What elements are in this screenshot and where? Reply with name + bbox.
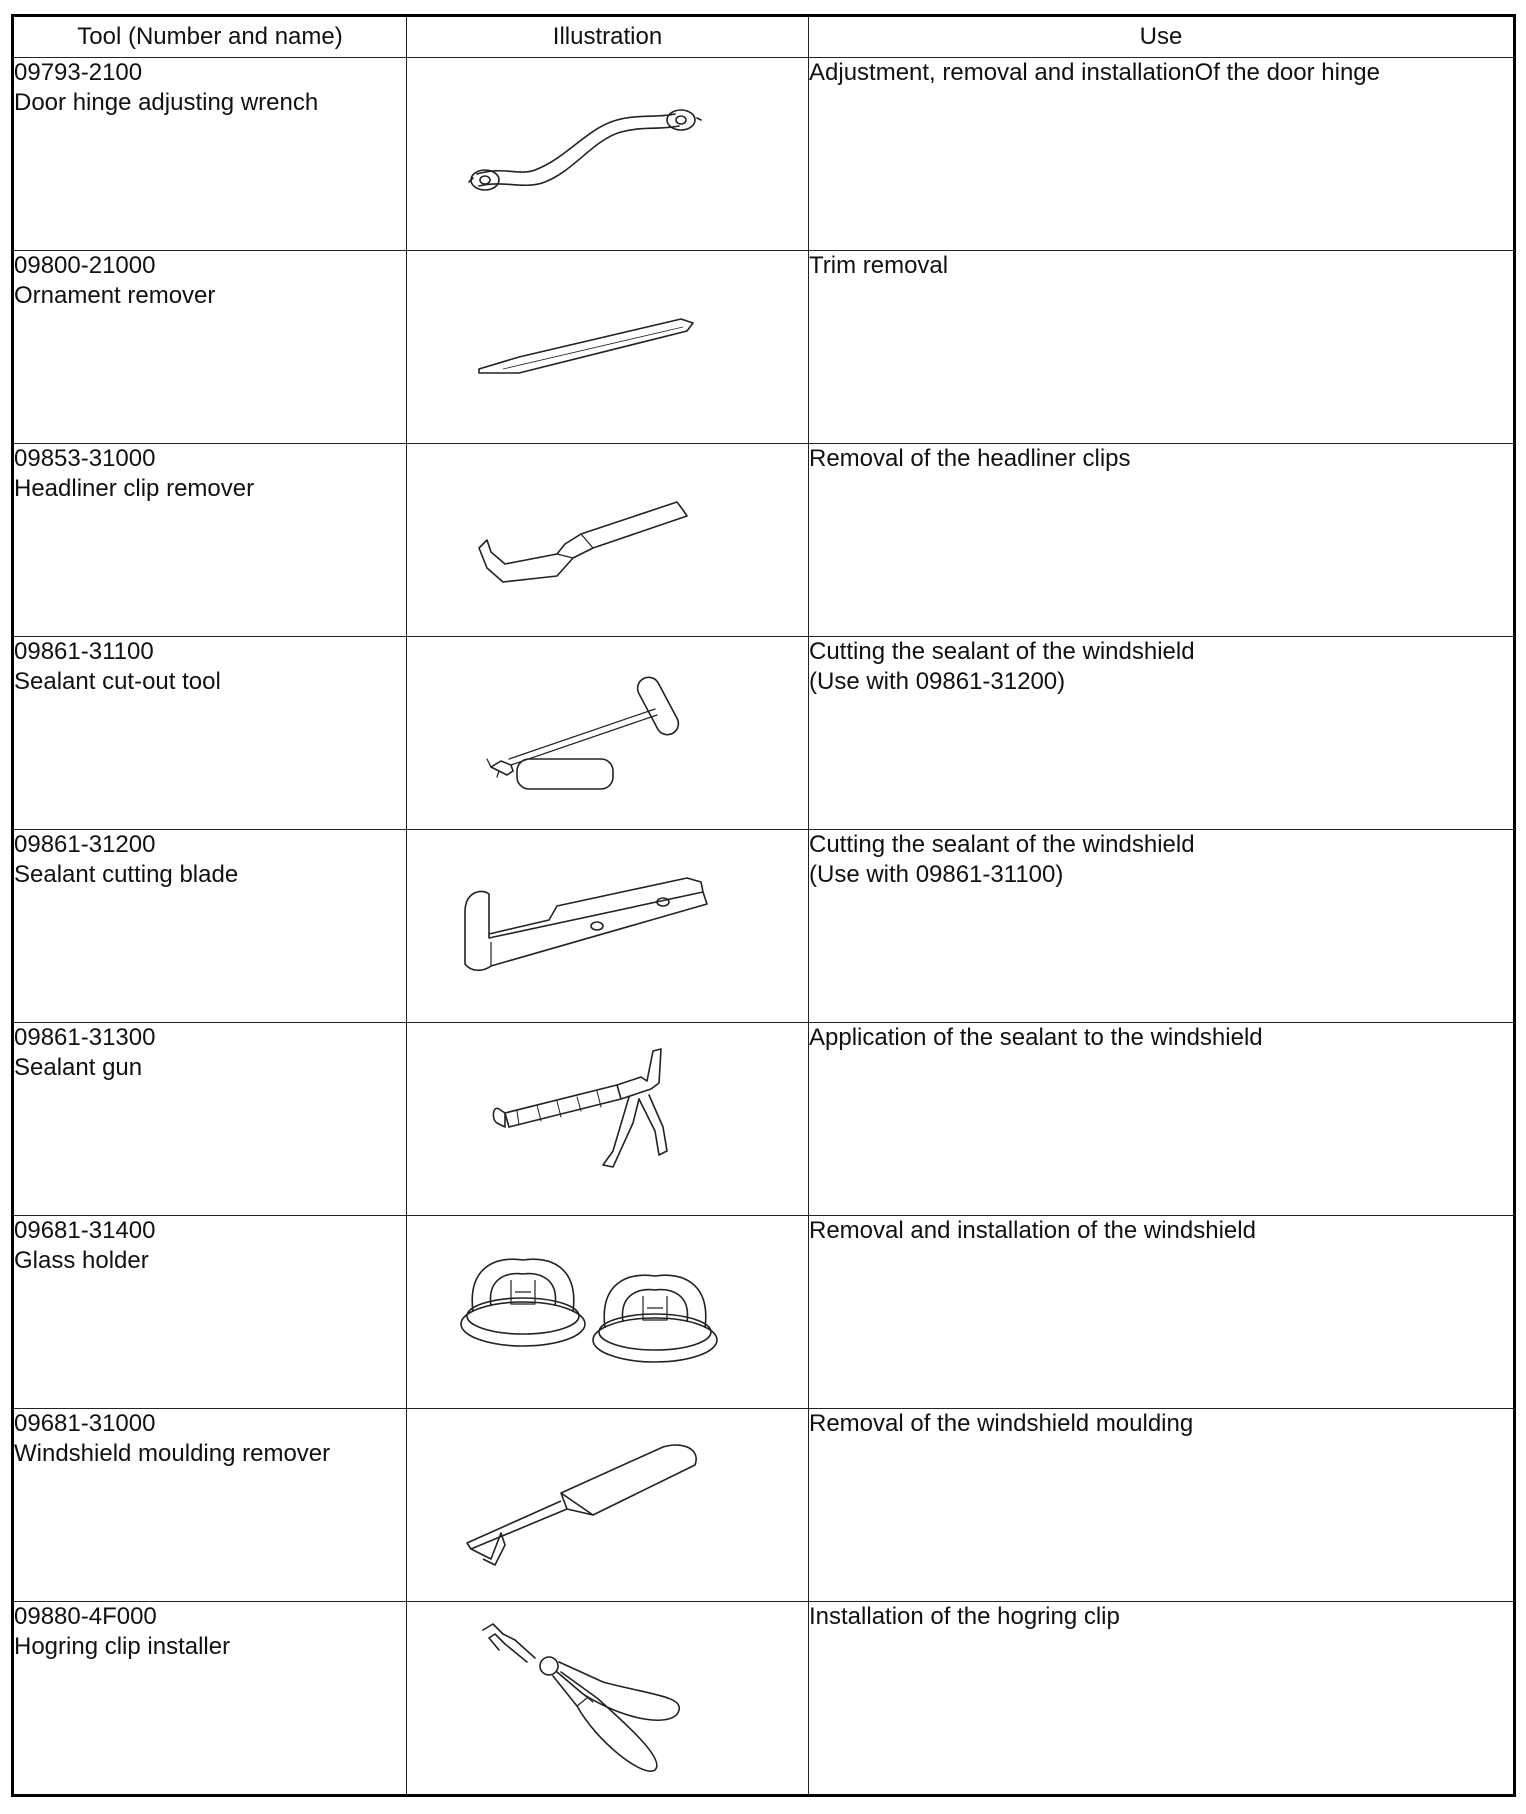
hogring-clip-installer-illustration — [407, 1602, 809, 1794]
use-line: Trim removal — [809, 252, 949, 279]
tool-cell — [13, 637, 407, 830]
use-cell — [809, 1023, 1515, 1216]
illustration-cell — [407, 251, 809, 444]
use-line: (Use with 09861-31200) — [809, 668, 1066, 695]
illustration-cell — [407, 1216, 809, 1409]
table-row — [13, 1409, 1515, 1602]
tool-cell — [13, 830, 407, 1023]
door-hinge-wrench-illustration — [407, 58, 809, 250]
use-cell — [809, 251, 1515, 444]
illustration-cell — [407, 1602, 809, 1796]
tool-name: Headliner clip remover — [14, 475, 255, 502]
tool-name: Door hinge adjusting wrench — [14, 89, 319, 116]
tool-name: Glass holder — [14, 1247, 149, 1274]
tool-name: Hogring clip installer — [14, 1633, 231, 1660]
special-tools-sheet — [11, 14, 1513, 1802]
table-row — [13, 251, 1515, 444]
sealant-gun-illustration — [407, 1023, 809, 1215]
use-line: Removal of the windshield moulding — [809, 1410, 1194, 1437]
tool-name: Windshield moulding remover — [14, 1440, 331, 1467]
illustration-cell — [407, 58, 809, 251]
use-line: Application of the sealant to the windshield — [809, 1024, 1263, 1051]
tool-number: 09681-31000 — [14, 1410, 156, 1437]
use-line: Cutting the sealant of the windshield — [809, 638, 1195, 665]
illustration-cell — [407, 444, 809, 637]
windshield-moulding-remover-illustration — [407, 1409, 809, 1601]
use-cell — [809, 830, 1515, 1023]
tool-number: 09793-2100 — [14, 59, 143, 86]
tool-cell — [13, 444, 407, 637]
illustration-cell — [407, 1409, 809, 1602]
tool-number: 09861-31200 — [14, 831, 156, 858]
headliner-clip-remover-illustration — [407, 444, 809, 636]
header-use: Use — [809, 16, 1515, 58]
header-illustration: Illustration — [407, 16, 809, 58]
use-cell — [809, 1602, 1515, 1796]
use-cell — [809, 58, 1515, 251]
table-row — [13, 58, 1515, 251]
header-tool: Tool (Number and name) — [13, 16, 407, 58]
tool-name: Ornament remover — [14, 282, 216, 309]
tool-number: 09880-4F000 — [14, 1603, 157, 1630]
tool-cell — [13, 58, 407, 251]
table-row — [13, 830, 1515, 1023]
illustration-cell — [407, 1023, 809, 1216]
tool-cell — [13, 251, 407, 444]
table-header-row — [13, 16, 1515, 58]
use-cell — [809, 1216, 1515, 1409]
use-cell — [809, 1409, 1515, 1602]
use-line: (Use with 09861-31100) — [809, 861, 1064, 888]
use-line: Installation of the hogring clip — [809, 1603, 1120, 1630]
use-line: Adjustment, removal and installationOf the door hinge — [809, 59, 1380, 86]
illustration-cell — [407, 830, 809, 1023]
tool-name: Sealant gun — [14, 1054, 143, 1081]
use-cell — [809, 637, 1515, 830]
use-cell — [809, 444, 1515, 637]
tool-number: 09800-21000 — [14, 252, 156, 279]
tool-cell — [13, 1409, 407, 1602]
tool-cell — [13, 1023, 407, 1216]
tool-number: 09681-31400 — [14, 1217, 156, 1244]
illustration-cell — [407, 637, 809, 830]
tool-cell — [13, 1602, 407, 1796]
use-line: Removal and installation of the windshield — [809, 1217, 1256, 1244]
ornament-remover-illustration — [407, 251, 809, 443]
tool-name: Sealant cut-out tool — [14, 668, 221, 695]
tool-number: 09853-31000 — [14, 445, 156, 472]
tool-number: 09861-31100 — [14, 638, 154, 665]
tool-cell — [13, 1216, 407, 1409]
glass-holder-illustration — [407, 1216, 809, 1408]
table-row — [13, 1023, 1515, 1216]
tool-name: Sealant cutting blade — [14, 861, 239, 888]
table-row — [13, 444, 1515, 637]
sealant-cutting-blade-illustration — [407, 830, 809, 1022]
sealant-cut-out-tool-illustration — [407, 637, 809, 829]
tool-number: 09861-31300 — [14, 1024, 156, 1051]
use-line: Cutting the sealant of the windshield — [809, 831, 1195, 858]
use-line: Removal of the headliner clips — [809, 445, 1131, 472]
special-tools-table — [11, 14, 1516, 1797]
table-row — [13, 1216, 1515, 1409]
table-row — [13, 637, 1515, 830]
table-row — [13, 1602, 1515, 1796]
